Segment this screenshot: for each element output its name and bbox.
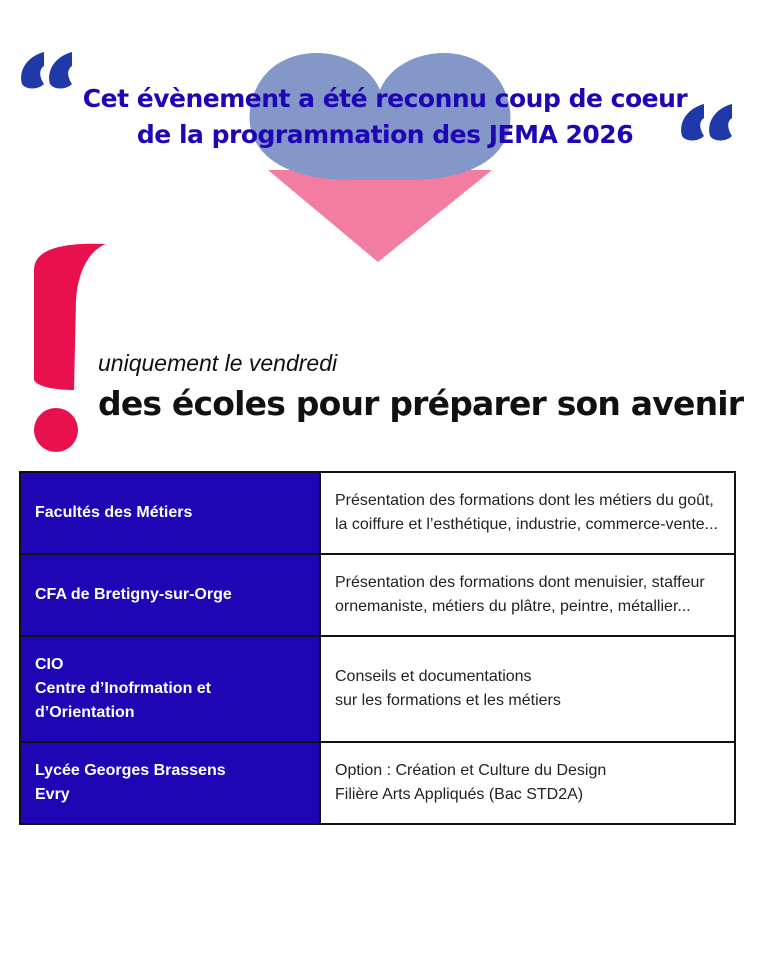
heart-blue-top (250, 53, 511, 180)
school-description-cell (320, 742, 735, 824)
school-name-line: Evry (35, 786, 70, 803)
section-title: des écoles pour préparer son avenir (98, 384, 744, 423)
section-subtitle: uniquement le vendredi (98, 350, 338, 376)
school-description-cell (320, 636, 735, 742)
school-name-cell (20, 742, 320, 824)
school-name-line: d’Orientation (35, 704, 135, 721)
school-description-line: sur les formations et les métiers (335, 692, 561, 709)
heart-icon (240, 40, 520, 265)
school-description-line: Présentation des formations dont les métiers du goût, (335, 492, 714, 509)
school-description-cell (320, 472, 735, 554)
heart-pink-half (268, 170, 492, 262)
school-description-line: Filière Arts Appliqués (Bac STD2A) (335, 786, 584, 803)
school-name-cell (20, 472, 320, 554)
banner-line-1: Cet évènement a été reconnu coup de coeur (82, 84, 688, 113)
table-row (20, 742, 735, 824)
school-name-cell (20, 636, 320, 742)
school-description-line: Conseils et documentations (335, 668, 532, 685)
school-description-line: ornemaniste, métiers du plâtre, peintre, métallier... (335, 598, 691, 615)
school-description-line: Présentation des formations dont menuisier, staffeur (335, 574, 705, 591)
school-name-line: CFA de Bretigny-sur-Orge (35, 586, 232, 603)
school-description-line: la coiffure et l’esthétique, industrie, commerce-vente... (335, 516, 718, 533)
school-name-line: Centre d’Inofrmation et (35, 680, 212, 697)
school-name-line: CIO (35, 656, 64, 673)
table-row (20, 636, 735, 742)
table-row (20, 472, 735, 554)
school-name-line: Facultés des Métiers (35, 504, 193, 521)
school-description-line: Option : Création et Culture du Design (335, 762, 607, 779)
school-name-line: Lycée Georges Brassens (35, 762, 226, 779)
school-description-cell (320, 554, 735, 636)
banner-line-2: de la programmation des JEMA 2026 (136, 120, 634, 149)
school-name-cell (20, 554, 320, 636)
table-row (20, 554, 735, 636)
schools-table (19, 471, 736, 825)
